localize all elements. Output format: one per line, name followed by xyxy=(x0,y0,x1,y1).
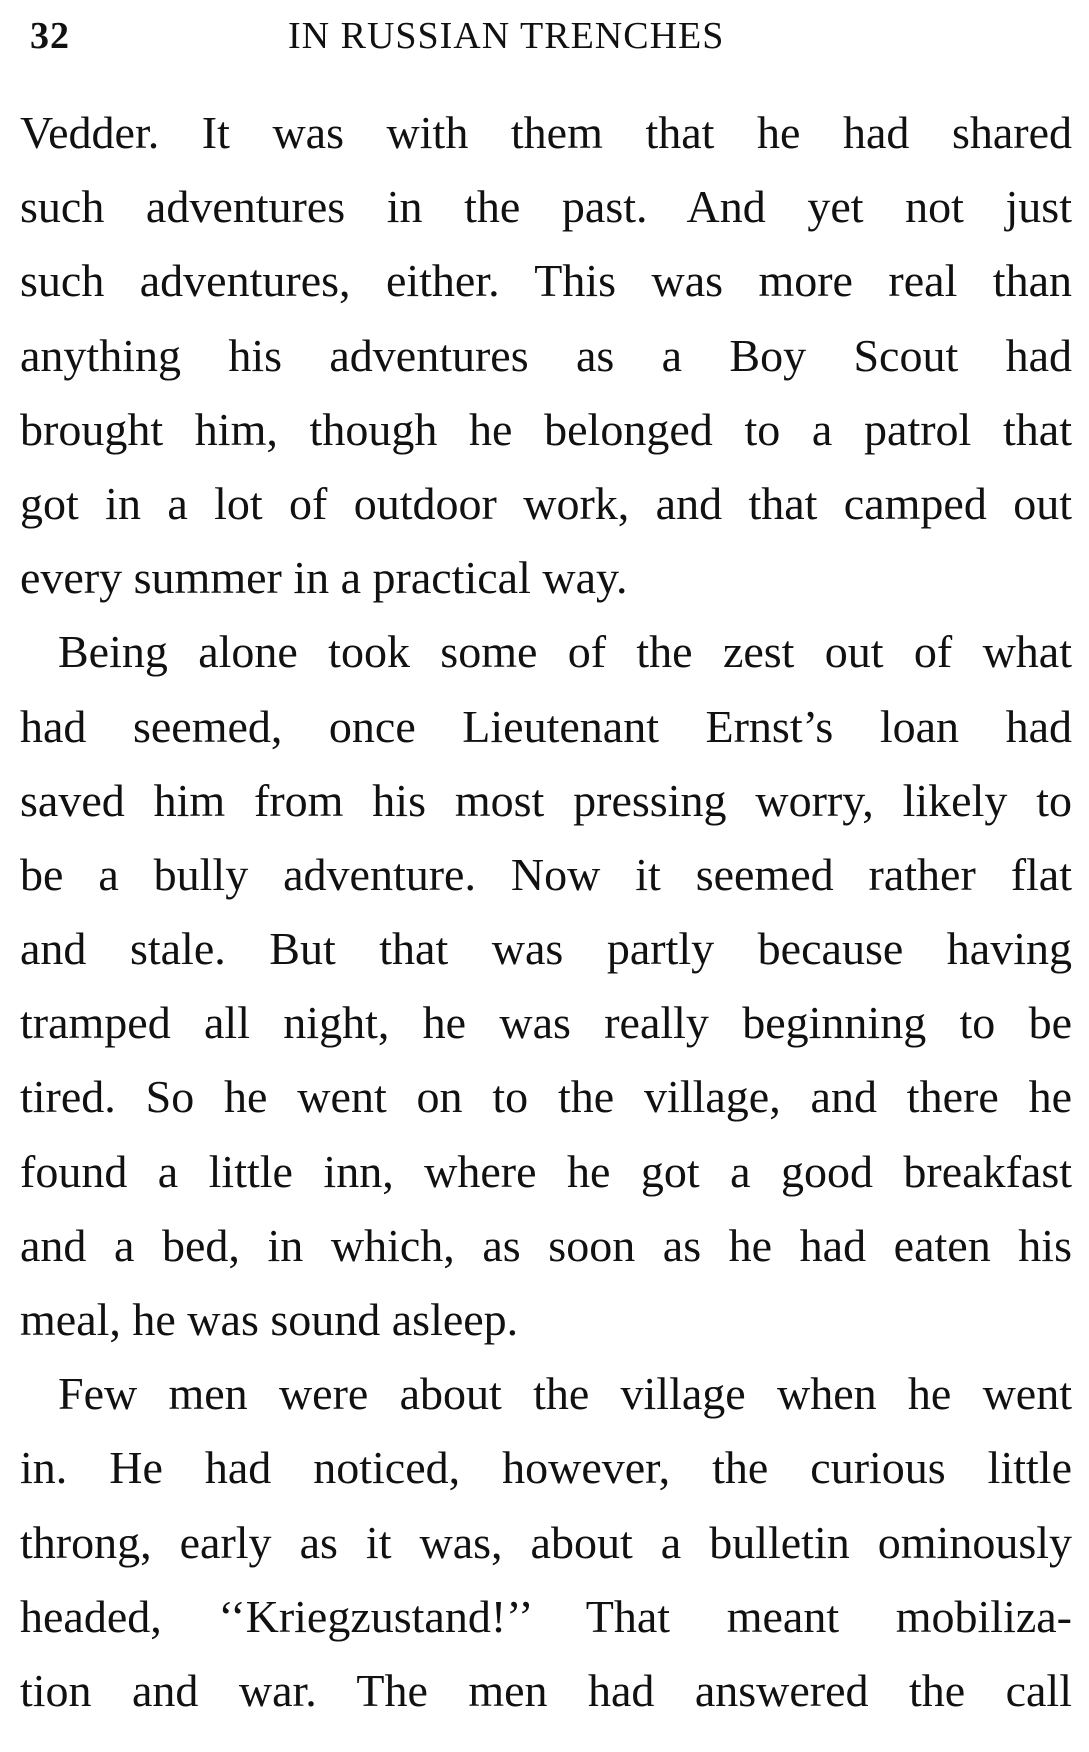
text-line: and stale. But that was partly because having xyxy=(20,923,1072,975)
text-line: every summer in a practical way. xyxy=(20,552,628,604)
text-line: such adventures, either. This was more real than xyxy=(20,255,1072,307)
paragraph-2 xyxy=(20,615,1072,1357)
text-line: Few men were about the village when he went xyxy=(58,1368,1072,1420)
paragraph-1 xyxy=(20,96,1072,615)
text-line: brought him, though he belonged to a patrol that xyxy=(20,403,1072,455)
text-line: tramped all night, he was really beginning to be xyxy=(20,997,1072,1049)
text-line: had seemed, once Lieutenant Ernst’s loan had xyxy=(20,700,1072,752)
text-line: saved him from his most pressing worry, likely to xyxy=(20,774,1072,826)
body-text xyxy=(20,96,1072,1728)
text-line: found a little inn, where he got a good breakfast xyxy=(20,1145,1072,1197)
text-line: Being alone took some of the zest out of what xyxy=(58,626,1072,678)
text-line: such adventures in the past. And yet not just xyxy=(20,181,1072,233)
text-line: be a bully adventure. Now it seemed rather flat xyxy=(20,848,1072,900)
text-line: headed, ‘‘Kriegzustand!’’ That meant mobiliza- xyxy=(20,1590,1072,1642)
text-line: tion and war. The men had answered the call xyxy=(20,1664,1072,1716)
text-line: got in a lot of outdoor work, and that camped out xyxy=(20,477,1072,529)
text-line: tired. So he went on to the village, and there he xyxy=(20,1071,1072,1123)
text-line: and a bed, in which, as soon as he had eaten his xyxy=(20,1219,1072,1271)
paragraph-3 xyxy=(20,1357,1072,1728)
page-number: 32 xyxy=(30,15,70,57)
text-line: anything his adventures as a Boy Scout had xyxy=(20,329,1072,381)
page-header xyxy=(26,14,1066,64)
text-line: throng, early as it was, about a bulletin ominously xyxy=(20,1516,1072,1568)
text-line: meal, he was sound asleep. xyxy=(20,1294,519,1345)
running-title: IN RUSSIAN TRENCHES xyxy=(288,15,725,57)
text-line: Vedder. It was with them that he had shared xyxy=(20,107,1072,158)
text-line: in. He had noticed, however, the curious little xyxy=(20,1442,1072,1494)
